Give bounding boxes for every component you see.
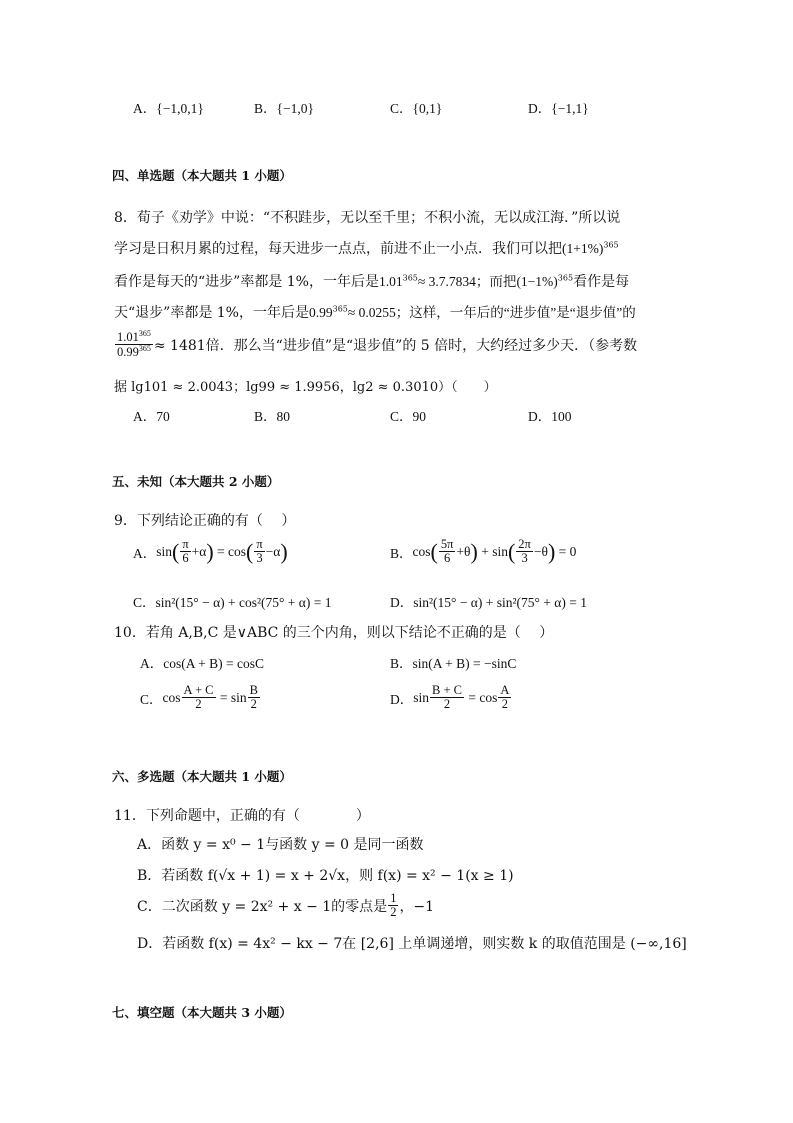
q11-option-c-text: C．二次函数 y = 2x² + x − 1的零点是 bbox=[137, 898, 388, 915]
q10-option-d: D． sin $\frac{B + C}{2}$ = cos $\frac{A}{2}$ bbox=[390, 683, 510, 712]
q8-line-5-text: ≈ 1481倍．那么当“进步值”是“退步值”的 5 倍时，大约经过多少天．（参考数 bbox=[153, 337, 638, 354]
q8-exp: 365 bbox=[603, 240, 619, 250]
q8-ratio-fraction bbox=[115, 330, 153, 360]
q11-option-b: B．若函数 f(√x + 1) = x + 2√x，则 f(x) = x² − 1(x ≥ 1) bbox=[137, 868, 514, 884]
q8-exp: 365 bbox=[138, 344, 151, 354]
q10-option-a: A．cos(A + B) = cosC bbox=[140, 656, 264, 671]
q9-option-a-label: A． bbox=[133, 545, 157, 561]
q8-line-5 bbox=[114, 330, 637, 360]
q8-approx-up: ≈ 3.7.7834；而把 bbox=[417, 274, 517, 289]
q11-option-c-end: ，−1 bbox=[399, 898, 435, 915]
q8-exp: 365 bbox=[557, 273, 574, 283]
q7-option-a: A．{−1,0,1} bbox=[133, 101, 204, 116]
q9-stem: 9．下列结论正确的有（ ） bbox=[114, 513, 296, 529]
q8-line-3-text: 看作是每天的“进步”率都是 1%，一年后是 bbox=[114, 274, 379, 290]
q8-frac-num: 1.01 bbox=[117, 330, 139, 345]
q8-line-4 bbox=[114, 301, 636, 322]
q10-option-d-label: D． bbox=[390, 691, 414, 707]
q10-stem: 10．若角 A,B,C 是∨ABC 的三个内角，则以下结论不正确的是（ ） bbox=[114, 625, 554, 641]
q10-option-c-label: C． bbox=[140, 691, 163, 707]
q10-option-c: C． cos $\frac{A + C}{2}$ = sin $\frac{B}{2}$ bbox=[140, 683, 258, 712]
q11-option-d: D．若函数 f(x) = 4x² − kx − 7在 [2,6] 上单调递增，则实数 k 的取值范围是 (−∞,16] bbox=[137, 936, 687, 952]
q10-option-b: B．sin(A + B) = −sinC bbox=[390, 656, 517, 671]
q8-option-a: A．70 bbox=[133, 409, 170, 424]
q8-line-4-text: 天“退步”率都是 1%，一年后是 bbox=[114, 305, 309, 321]
section-4-title: 四、单选题（本大题共 1 小题） bbox=[112, 168, 292, 183]
q9-option-a: A． sin ( $\frac{\pi}{6}$ +α ) = cos ( $\frac{\pi}{3}$ −α ) bbox=[133, 537, 288, 566]
section-7-title: 七、填空题（本大题共 3 小题） bbox=[112, 1005, 292, 1020]
q8-line-3 bbox=[114, 270, 629, 291]
q8-expr-up: 1.01 bbox=[378, 274, 403, 289]
q8-expr-down: 0.99 bbox=[308, 305, 333, 320]
q9-option-b-label: B． bbox=[390, 545, 413, 561]
q8-line-6: 据 lg101 ≈ 2.0043；lg99 ≈ 1.9956，lg2 ≈ 0.3010）（ ） bbox=[114, 380, 497, 395]
q8-option-c: C．90 bbox=[390, 409, 427, 424]
q8-approx-down: ≈ 0.0255；这样，一年后的“进步值”是“退步值”的 bbox=[347, 305, 636, 320]
q9-option-b: B． cos ( $\frac{5\pi}{6}$ +θ ) + sin ( $\frac{2\pi}{3}$ −θ ) = 0 bbox=[390, 537, 577, 566]
section-5-title: 五、未知（本大题共 2 小题） bbox=[112, 474, 280, 489]
q8-line-2 bbox=[114, 238, 619, 258]
q7-option-b: B．{−1,0} bbox=[254, 101, 314, 116]
q11-stem: 11．下列命题中，正确的有（ ） bbox=[114, 808, 370, 824]
q9-option-d: D．sin²(15° − α) + sin²(75° + α) = 1 bbox=[390, 595, 587, 610]
q7-option-d: D．{−1,1} bbox=[528, 101, 589, 116]
q11-option-c: C．二次函数 y = 2x² + x − 1的零点是 $\frac{1}{2}$ ，−1 bbox=[137, 891, 435, 920]
q8-expr-back: (1−1%) bbox=[516, 274, 558, 289]
q8-option-b: B．80 bbox=[254, 409, 291, 424]
q8-line-2-text: 学习是日积月累的过程，每天进步一点点，前进不止一小点．我们可以把 bbox=[114, 241, 562, 257]
q8-exp: 365 bbox=[138, 329, 151, 338]
q7-option-c: C．{0,1} bbox=[390, 101, 443, 116]
q8-option-d: D．100 bbox=[528, 409, 572, 424]
q8-exp: 365 bbox=[402, 273, 418, 283]
q8-frac-den: 0.99 bbox=[117, 345, 139, 360]
q8-exp: 365 bbox=[332, 304, 348, 314]
q8-expr-progress: (1+1%) bbox=[562, 241, 604, 256]
q9-option-c: C．sin²(15° − α) + cos²(75° + α) = 1 bbox=[133, 595, 332, 610]
section-6-title: 六、多选题（本大题共 1 小题） bbox=[112, 769, 292, 784]
q11-option-a: A．函数 y = x⁰ − 1与函数 y = 0 是同一函数 bbox=[137, 837, 424, 853]
q8-line-3-end: 看作是每 bbox=[573, 274, 630, 290]
q8-line-1: 8．荀子《劝学》中说：“不积跬步，无以至千里；不积小流，无以成江海．”所以说 bbox=[114, 210, 621, 226]
